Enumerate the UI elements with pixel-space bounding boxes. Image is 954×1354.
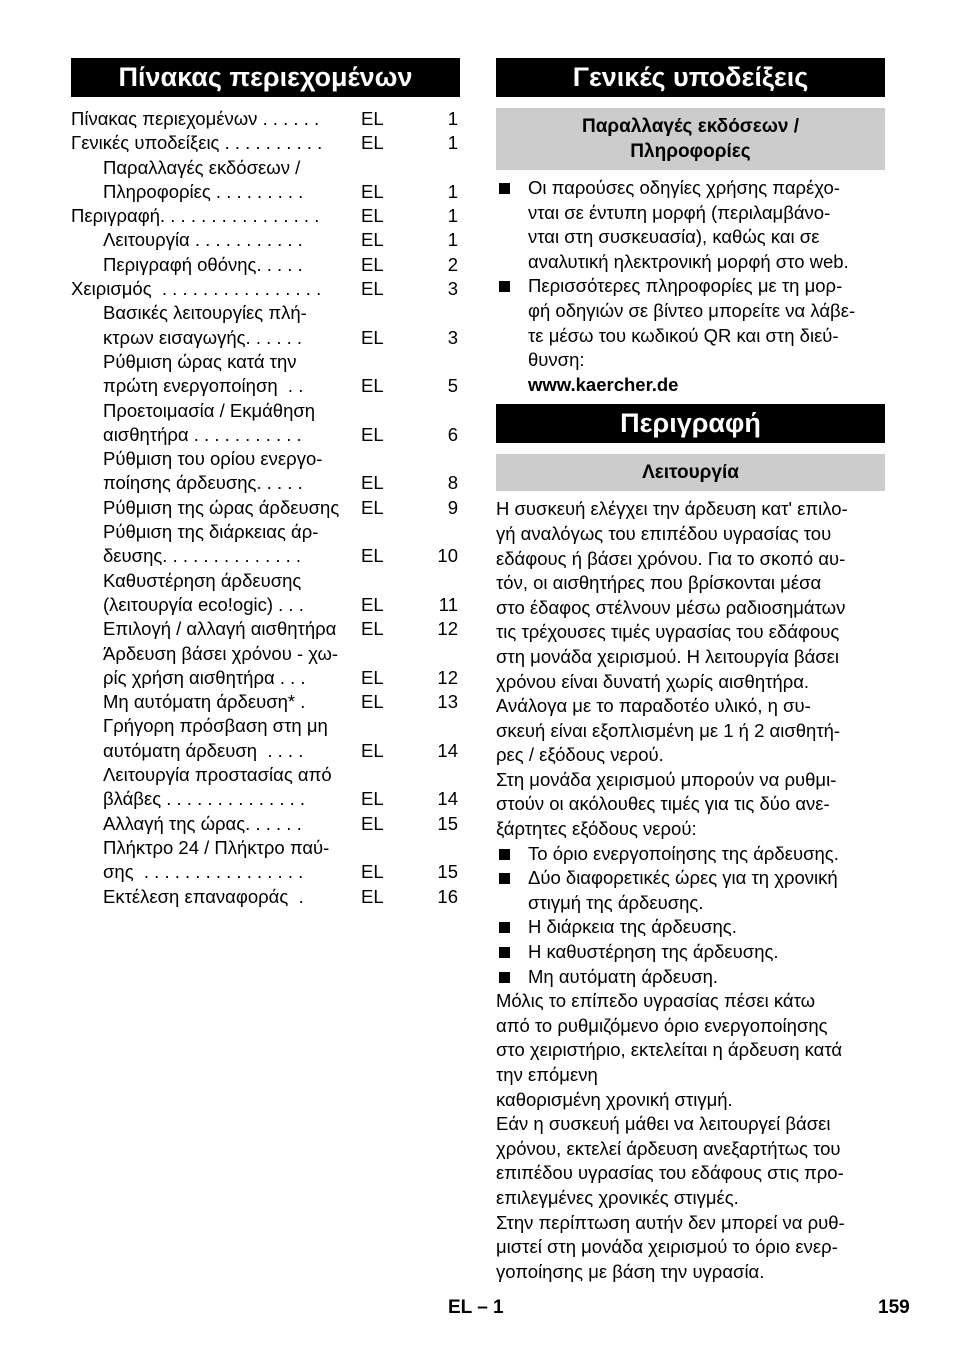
toc-entry-language: EL: [361, 278, 384, 300]
paragraph-line: τις τρέχουσες τιμές υγρασίας του εδάφους: [496, 621, 840, 643]
paragraph-line: στο έδαφος στέλνουν μέσω ραδιοσημάτων: [496, 596, 846, 618]
bullet-item: [496, 866, 885, 915]
toc-entry-title-line: Καθυστέρηση άρδευσης: [103, 569, 302, 591]
toc-entry-page: 1: [447, 108, 458, 129]
toc-entry-page: 3: [447, 278, 458, 300]
toc-heading: Πίνακας περιεχομένων: [71, 58, 460, 97]
paragraph-line: στο χειριστήριο, εκτελείται η άρδευση κατά: [496, 1039, 843, 1061]
website-link[interactable]: www.kaercher.de: [528, 373, 679, 395]
toc-entry-title: [71, 350, 361, 399]
toc-entry[interactable]: [71, 520, 460, 569]
toc-entry-title-line: πρώτη ενεργοποίηση . .: [103, 375, 304, 397]
bullet-item: [496, 940, 885, 965]
toc-entry[interactable]: [71, 399, 460, 448]
versions-subheading: [496, 108, 885, 170]
toc-entry-language: EL: [361, 885, 384, 907]
paragraph-line: Εάν η συσκευή μάθει να λειτουργεί βάσει: [496, 1113, 831, 1135]
toc-entry[interactable]: [71, 228, 460, 252]
function-subheading: Λειτουργία: [496, 454, 885, 491]
time-mode-paragraph: [496, 1112, 885, 1210]
paragraph-line: από το ρυθμιζόμενο όριο ενεργοποίησης: [496, 1014, 828, 1036]
toc-entry-title-line: Αλλαγή της ώρας. . . . . .: [103, 812, 302, 834]
bullet-item: [496, 965, 885, 990]
toc-entry-language: EL: [361, 326, 384, 348]
toc-column: [71, 58, 460, 909]
paragraph-line: γοποίησης με βάση την υγρασία.: [496, 1260, 765, 1282]
toc-entry-title-line: αισθητήρα . . . . . . . . . . .: [103, 423, 302, 445]
toc-list: [71, 107, 460, 909]
toc-entry-title-line: Μη αυτόματη άρδευση* .: [103, 691, 306, 713]
paragraph-line: ρες / εξόδους νερού.: [496, 744, 664, 766]
bullet-item-line: Η διάρκεια της άρδευσης.: [528, 916, 737, 938]
toc-entry-language: EL: [361, 472, 384, 494]
toc-entry-title: [71, 301, 361, 350]
paragraph-line: χρόνου είναι δυνατή χωρίς αισθητήρα.: [496, 670, 810, 692]
toc-entry-title-line: Λειτουργία . . . . . . . . . . .: [103, 229, 303, 251]
toc-entry-title-line: Πληροφορίες . . . . . . . . .: [103, 180, 304, 202]
paragraph-line: μιστεί στη μονάδα χειρισμού το όριο ενερ-: [496, 1236, 838, 1258]
bullet-item-line: νται σε έντυπη μορφή (περιλαμβάνο-: [528, 201, 831, 223]
toc-entry-title-line: Γρήγορη πρόσβαση στη μη: [103, 715, 328, 737]
bullet-item-line: Μη αυτόματη άρδευση.: [528, 965, 719, 987]
toc-entry-title-line: Γενικές υποδείξεις . . . . . . . . . .: [71, 132, 323, 154]
paragraph-line: ξάρτητες εξόδους νερού:: [496, 818, 697, 840]
bullet-item-line: στιγμή της άρδευσης.: [528, 891, 704, 913]
bullet-item-line: αναλυτική ηλεκτρονική μορφή στο web.: [528, 250, 849, 272]
paragraph-line: Μόλις το επίπεδο υγρασίας πέσει κάτω: [496, 990, 816, 1012]
toc-entry-title-line: βλάβες . . . . . . . . . . . . . .: [103, 788, 306, 810]
paragraph-line: Ανάλογα με το παραδοτέο υλικό, η συ-: [496, 695, 811, 717]
paragraph-line: τόν, οι αισθητήρες που βρίσκονται μέσα: [496, 572, 822, 594]
toc-entry[interactable]: [71, 642, 460, 691]
toc-entry-title-line: Βασικές λειτουργίες πλή-: [103, 302, 307, 324]
versions-subheading-line: Παραλλαγές εκδόσεων /: [581, 116, 799, 137]
toc-entry-language: EL: [361, 666, 384, 688]
toc-entry-language: EL: [361, 108, 384, 129]
toc-entry[interactable]: [71, 836, 460, 885]
toc-entry[interactable]: [71, 253, 460, 277]
paragraph-line: επιπέδου υγρασίας του εδάφους στις προ-: [496, 1162, 844, 1184]
toc-entry-language: EL: [361, 205, 384, 227]
toc-entry-language: EL: [361, 229, 384, 251]
toc-entry-page: 1: [447, 132, 458, 154]
toc-entry-page: 1: [447, 205, 458, 227]
toc-entry-page: 9: [447, 496, 458, 518]
bullet-item-line: Δύο διαφορετικές ώρες για τη χρονική: [528, 867, 838, 889]
toc-entry[interactable]: [71, 690, 460, 714]
toc-entry-title: [71, 447, 361, 496]
bullet-item: [496, 842, 885, 867]
toc-entry-title-line: ρίς χρήση αισθητήρα . . .: [103, 666, 306, 688]
toc-entry-page: 1: [447, 229, 458, 251]
toc-entry-title-line: σης . . . . . . . . . . . . . . . .: [103, 861, 304, 883]
toc-entry-title-line: Παραλλαγές εκδόσεων /: [103, 156, 301, 178]
toc-entry-page: 16: [437, 885, 458, 907]
paragraph-line: στούν οι ακόλουθες τιμές για τις δύο ανε-: [496, 793, 830, 815]
toc-entry-page: 13: [437, 691, 458, 713]
toc-entry-language: EL: [361, 423, 384, 445]
toc-entry-language: EL: [361, 739, 384, 761]
toc-entry-title: [71, 642, 361, 691]
toc-entry[interactable]: [71, 301, 460, 350]
toc-entry-language: EL: [361, 861, 384, 883]
toc-entry[interactable]: [71, 156, 460, 205]
bullet-item-line: Περισσότερες πληροφορίες με τη μορ-: [528, 275, 843, 297]
toc-entry-title: [71, 763, 361, 812]
toc-entry-page: 3: [447, 326, 458, 348]
page-number: 159: [878, 1297, 910, 1318]
toc-entry-page: 2: [447, 253, 458, 275]
function-paragraph: [496, 497, 885, 768]
toc-entry-page: 12: [437, 618, 458, 640]
toc-entry[interactable]: [71, 812, 460, 836]
bullet-item: [496, 274, 885, 372]
toc-entry-title: [71, 836, 361, 885]
toc-entry-title-line: Προετοιμασία / Εκμάθηση: [103, 399, 316, 421]
toc-entry[interactable]: [71, 714, 460, 763]
toc-entry-title: [71, 520, 361, 569]
paragraph-line: γή αναλόγως του επιπέδου υγρασίας του: [496, 522, 832, 544]
bullet-item: [496, 176, 885, 274]
toc-entry-title-line: Πλήκτρο 24 / Πλήκτρο παύ-: [103, 836, 330, 858]
toc-entry-title-line: Εκτέλεση επαναφοράς .: [103, 885, 304, 907]
toc-entry-title: [71, 228, 361, 252]
toc-entry-page: 12: [437, 666, 458, 688]
toc-entry[interactable]: [71, 107, 460, 131]
toc-entry-title-line: Ρύθμιση ώρας κατά την: [103, 350, 297, 372]
toc-entry-title-line: Άρδευση βάσει χρόνου - χω-: [103, 642, 339, 664]
toc-entry[interactable]: [71, 569, 460, 618]
toc-entry[interactable]: [71, 763, 460, 812]
toc-entry-title-line: δευσης. . . . . . . . . . . . . .: [103, 545, 302, 567]
toc-entry[interactable]: [71, 496, 460, 520]
toc-entry-language: EL: [361, 618, 384, 640]
toc-entry-title: [71, 885, 361, 909]
general-bullets: [496, 176, 885, 373]
toc-entry-title-line: Χειρισμός . . . . . . . . . . . . . . . .: [71, 278, 322, 300]
toc-entry-title-line: Επιλογή / αλλαγή αισθητήρα: [103, 618, 337, 640]
toc-entry-title: [71, 690, 361, 714]
toc-entry-page: 8: [447, 472, 458, 494]
bullet-item-line: Το όριο ενεργοποίησης της άρδευσης.: [528, 842, 839, 864]
toc-entry-page: 15: [437, 812, 458, 834]
toc-entry-language: EL: [361, 375, 384, 397]
toc-entry[interactable]: [71, 131, 460, 155]
toc-entry-title-line: Λειτουργία προστασίας από: [103, 764, 332, 786]
toc-entry-language: EL: [361, 545, 384, 567]
content-column: [496, 58, 885, 1284]
paragraph-line: σκευή είναι εξοπλισμένη με 1 ή 2 αισθητή-: [496, 719, 841, 741]
limitation-paragraph: [496, 1211, 885, 1285]
toc-entry-title: [71, 812, 361, 836]
toc-entry-language: EL: [361, 180, 384, 202]
bullet-item-line: Η καθυστέρηση της άρδευσης.: [528, 941, 779, 963]
toc-entry-language: EL: [361, 691, 384, 713]
toc-entry-title-line: Ρύθμιση της ώρας άρδευσης: [103, 496, 340, 518]
toc-entry-title: [71, 253, 361, 277]
toc-entry-title: [71, 714, 361, 763]
toc-entry-language: EL: [361, 788, 384, 810]
paragraph-line: Η συσκευή ελέγχει την άρδευση κατ' επιλο-: [496, 498, 848, 520]
toc-entry-page: 15: [437, 861, 458, 883]
settings-paragraph: [496, 768, 885, 842]
toc-entry-title-line: κτρων εισαγωγής. . . . . .: [103, 326, 303, 348]
paragraph-line: την επόμενη: [496, 1064, 598, 1085]
versions-subheading-line: Πληροφορίες: [630, 141, 751, 162]
toc-entry-title-line: Ρύθμιση του ορίου ενεργο-: [103, 448, 323, 470]
bullet-item-line: νται στη συσκευασία), καθώς και σε: [528, 226, 820, 248]
humidity-paragraph: [496, 989, 885, 1112]
paragraph-line: Στη μονάδα χειρισμού μπορούν να ρυθμι-: [496, 768, 837, 790]
toc-entry-title-line: Περιγραφή. . . . . . . . . . . . . . . .: [71, 205, 320, 227]
description-heading: Περιγραφή: [496, 404, 885, 443]
toc-entry-page: 5: [447, 375, 458, 397]
footer-section-label: EL – 1: [448, 1297, 504, 1318]
paragraph-line: επιλεγμένες χρονικές στιγμές.: [496, 1186, 739, 1208]
bullet-item: [496, 915, 885, 940]
paragraph-line: καθορισμένη χρονική στιγμή.: [496, 1088, 733, 1110]
toc-entry-title: [71, 399, 361, 448]
general-heading: Γενικές υποδείξεις: [496, 58, 885, 97]
toc-entry[interactable]: [71, 204, 460, 228]
toc-entry-title: [71, 277, 361, 301]
toc-entry-page: 11: [438, 593, 458, 615]
bullet-item-line: θυνση:: [528, 349, 585, 371]
toc-entry-page: 10: [437, 545, 458, 567]
toc-entry-title-line: Περιγραφή οθόνης. . . . .: [103, 253, 303, 275]
toc-entry-title: [71, 569, 361, 618]
toc-entry[interactable]: [71, 447, 460, 496]
bullet-item-line: τε μέσω του κωδικού QR και στη διεύ-: [528, 324, 839, 346]
toc-entry-title-line: ποίησης άρδευσης. . . . .: [103, 472, 303, 494]
toc-entry[interactable]: [71, 617, 460, 641]
toc-entry[interactable]: [71, 277, 460, 301]
bullet-item-line: Οι παρούσες οδηγίες χρήσης παρέχο-: [528, 177, 840, 198]
toc-entry-title-line: (λειτουργία eco!ogic) . . .: [103, 593, 304, 615]
toc-entry[interactable]: [71, 885, 460, 909]
paragraph-line: εδάφους ή βάσει χρόνου. Για το σκοπό αυ-: [496, 547, 846, 569]
paragraph-line: χρόνου, εκτελεί άρδευση ανεξαρτήτως του: [496, 1137, 841, 1159]
toc-entry[interactable]: [71, 350, 460, 399]
toc-entry-title-line: Ρύθμιση της διάρκειας άρ-: [103, 521, 319, 543]
toc-entry-title: [71, 131, 361, 155]
toc-entry-title-line: Πίνακας περιεχομένων . . . . . .: [71, 108, 320, 129]
toc-entry-title-line: αυτόματη άρδευση . . . .: [103, 739, 304, 761]
toc-entry-title: [71, 204, 361, 228]
bullet-item-line: φή οδηγιών σε βίντεο μπορείτε να λάβε-: [528, 299, 856, 321]
toc-entry-title: [71, 496, 361, 520]
paragraph-line: Στην περίπτωση αυτήν δεν μπορεί να ρυθ-: [496, 1211, 845, 1233]
toc-entry-language: EL: [361, 593, 384, 615]
settings-bullets: [496, 842, 885, 990]
toc-entry-language: EL: [361, 812, 384, 834]
toc-entry-language: EL: [361, 496, 384, 518]
toc-entry-language: EL: [361, 132, 384, 154]
toc-entry-page: 6: [447, 423, 458, 445]
toc-entry-page: 1: [447, 180, 458, 202]
toc-entry-language: EL: [361, 253, 384, 275]
toc-entry-title: [71, 107, 361, 131]
toc-entry-title: [71, 617, 361, 641]
toc-entry-page: 14: [437, 788, 458, 810]
toc-entry-title: [71, 156, 361, 205]
paragraph-line: στη μονάδα χειρισμού. Η λειτουργία βάσει: [496, 645, 840, 667]
toc-entry-page: 14: [437, 739, 458, 761]
